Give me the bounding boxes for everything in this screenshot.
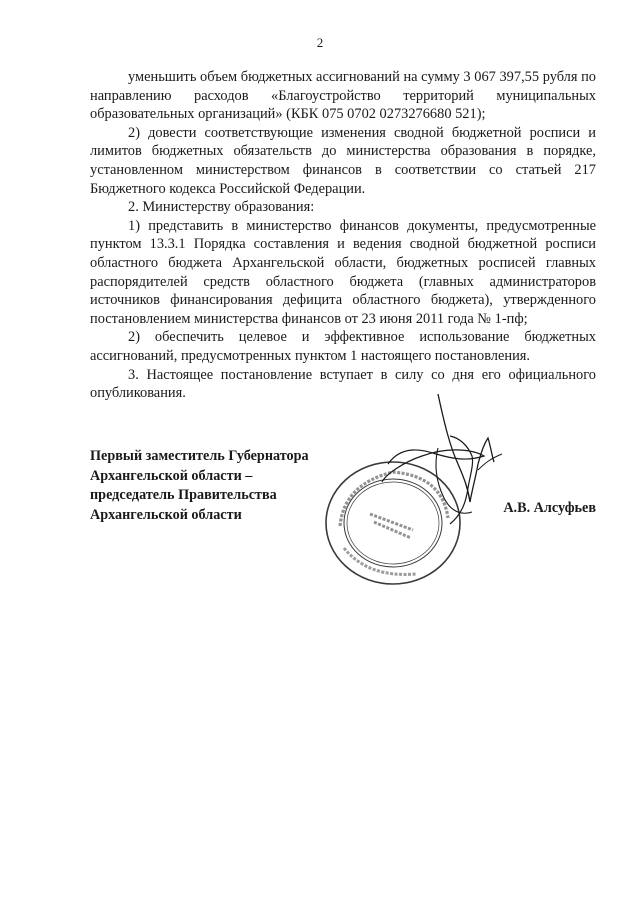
- signatory-title-line: председатель Правительства: [90, 487, 277, 504]
- paragraph-ensure-usage: 2) обеспечить целевое и эффективное использование бюджетных ассигнований, предусмотренных пунктом 1 настоящего постановления.: [90, 329, 596, 364]
- paragraph-entry-into-force: 3. Настоящее постановление вступает в силу со дня его официального опубликования.: [90, 366, 596, 402]
- document-body: [90, 68, 596, 403]
- signatory-name: А.В. Алсуфьев: [503, 500, 596, 516]
- paragraph-budget-changes: 2) довести соответствующие изменения сводной бюджетной росписи и лимитов бюджетных обязательств до министерства образования в порядке, установленном министерством финансов в соответствии со статьей 217 Бюджетного кодекса Российской Федерации.: [90, 124, 596, 197]
- paragraph-ministry-heading: 2. Министерству образования:: [128, 199, 315, 216]
- page-number: 2: [316, 35, 324, 50]
- paragraph-budget-reduction: уменьшить объем бюджетных ассигнований на сумму 3 067 397,55 рубля по направлению расходов «Благоустройство территорий муниципальных образовательных организаций» (КБК 075 0702 0273276680 521);: [90, 69, 596, 123]
- handwritten-signature: [380, 392, 540, 532]
- signatory-title: [90, 447, 309, 525]
- signatory-title-line: Архангельской области: [90, 506, 242, 523]
- signatory-title-line: Архангельской области –: [90, 467, 253, 484]
- paragraph-submit-documents: 1) представить в министерство финансов документы, предусмотренные пунктом 13.3.1 Порядка составления и ведения сводной бюджетной росписи областного бюджета Архангельской области, бюджетных росписей главных распорядителей средств областного бюджета (главных администраторов источников финансирования дефицита областного бюджета), утвержденного постановлением министерства финансов от 23 июня 2011 года № 1-пф;: [90, 217, 596, 327]
- signatory-title-line: Первый заместитель Губернатора: [90, 448, 309, 464]
